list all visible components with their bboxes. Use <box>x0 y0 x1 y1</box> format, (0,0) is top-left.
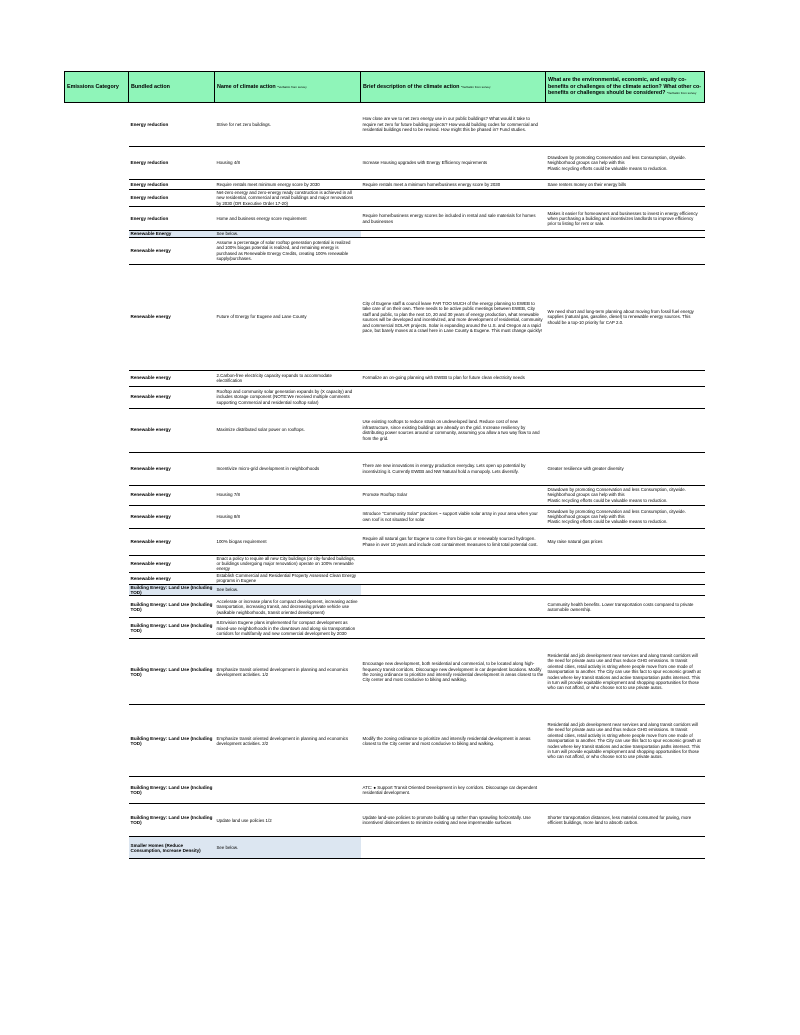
bundled-action-cell[interactable]: Smaller Homes (Reduce Consumption, Increase Density) <box>129 837 215 859</box>
category-cell[interactable] <box>65 572 129 584</box>
table-row <box>65 596 705 618</box>
table-row <box>65 452 705 485</box>
table-row <box>65 386 705 408</box>
category-cell[interactable] <box>65 505 129 528</box>
cobenefits-cell[interactable]: We need short and long-term planning about moving from fossil fuel energy supplies (natural gas, gasoline, diesel) to renewable energy sources. This should be a top-10 priority for CAP 2.0. <box>546 264 705 370</box>
category-cell[interactable] <box>65 408 129 452</box>
table-row <box>65 485 705 505</box>
cobenefits-cell[interactable]: Residential and job development near services and along transit corridors will the need for private auto use and thus reduce GHG emissions. In transit oriented cities, retail activity is string where people move from one mode of transportation to another. The City can use this fact to spur economic growth at nodes where key transit stations and active transportation paths intersect. This in turn will provide equitable employment and shopping opportunities for those who can not afford, or who choose not to use private autos. <box>546 639 705 705</box>
description-cell[interactable]: Update land-use policies to promote building up rather than sprawling horizontally. Use incentives/ disincentives to minimize existing and new impermeable surfaces <box>361 804 546 837</box>
category-cell[interactable] <box>65 777 129 804</box>
cobenefits-cell[interactable]: Makes it easier for homeowners and businesses to invest in energy efficiency when purchasing a building and incentivizes landlords to improve efficiency prior to listing for rent or sale. <box>546 207 705 231</box>
cobenefits-cell[interactable]: Shorter transportation distances, less material consumed for paving, more efficient buildings, more land to absorb carbon. <box>546 804 705 837</box>
action-name-cell[interactable]: Establish Commercial and Residential Property Assessed Clean Energy programs in Eugene <box>215 572 361 584</box>
cobenefits-cell[interactable]: Greater resilience with greater diversity <box>546 452 705 485</box>
action-name-cell[interactable]: Housing 4/8 <box>215 147 361 180</box>
table-row <box>65 837 705 859</box>
category-cell[interactable] <box>65 528 129 555</box>
table-row <box>65 705 705 777</box>
description-cell[interactable]: Increase Housing upgrades with Energy Efficiency requirements <box>361 147 546 180</box>
action-name-cell[interactable]: Require rentals meet minimum energy score by 2030 <box>215 180 361 190</box>
table-row <box>65 207 705 231</box>
description-cell[interactable]: There are new innovations in energy production everyday. Lets open up potential by incentivizing it. Currently EWEB and NW Natural hold a monopoly. Lets diversify. <box>361 452 546 485</box>
description-cell[interactable]: Introduce "Community Solar" practices ~ support viable solar array in your area when your own roof is not situated for solar <box>361 505 546 528</box>
description-cell[interactable] <box>361 555 546 572</box>
bundled-action-cell[interactable]: Building Energy: Land Use (Including TOD) <box>129 618 215 639</box>
action-name-cell[interactable]: Strive for net zero buildings. <box>215 103 361 147</box>
table-row <box>65 555 705 572</box>
action-name-cell[interactable]: See below. <box>215 584 361 596</box>
bundled-action-cell[interactable]: Building Energy: Land Use (Including TOD) <box>129 584 215 596</box>
table-row <box>65 584 705 596</box>
category-cell[interactable] <box>65 190 129 207</box>
action-name-cell[interactable]: Net-zero energy and zero-energy ready construction is achieved in all new residential, commercial and retail buildings and major renovations by 2030 (OR Executive Order 17-20) <box>215 190 361 207</box>
bundled-action-cell[interactable]: Renewable energy <box>129 408 215 452</box>
action-name-cell[interactable]: 2.Carbon-free electricity capacity expands to accommodate electrification <box>215 370 361 386</box>
category-cell[interactable] <box>65 237 129 264</box>
category-cell[interactable] <box>65 584 129 596</box>
description-cell[interactable] <box>361 596 546 618</box>
description-cell[interactable]: Require all natural gas for Eugene to come from bio-gas or renewably sourced hydrogen. Phase in over 10 years and include cost containment measures to limit total potential cost. <box>361 528 546 555</box>
description-cell[interactable]: Require rentals meet a minimum home/business energy score by 2030 <box>361 180 546 190</box>
action-name-cell[interactable]: See below. <box>215 231 361 237</box>
category-cell[interactable] <box>65 147 129 180</box>
cobenefits-cell[interactable] <box>546 555 705 572</box>
bundled-action-cell[interactable]: Renewable energy <box>129 485 215 505</box>
table-row <box>65 528 705 555</box>
description-cell[interactable]: Require home/business energy scores be included in rental and sale materials for homes and businesses <box>361 207 546 231</box>
category-cell[interactable] <box>65 804 129 837</box>
header-cobenefits-note: *Verbatim from survey <box>666 91 697 96</box>
header-emissions-category[interactable]: Emissions Category <box>65 72 129 103</box>
header-name[interactable]: Name of climate action *Verbatim from survey <box>215 72 361 103</box>
bundled-action-cell[interactable]: Energy reduction <box>129 103 215 147</box>
description-cell[interactable] <box>361 237 546 264</box>
cobenefits-cell[interactable]: May raise natural gas prices <box>546 528 705 555</box>
cobenefits-cell[interactable] <box>546 777 705 804</box>
category-cell[interactable] <box>65 452 129 485</box>
bundled-action-cell[interactable]: Renewable energy <box>129 237 215 264</box>
description-cell[interactable]: Modify the zoning ordinance to prioritize and intensify residential development in areas closest to the City center and most conducive to biking and walking. <box>361 705 546 777</box>
table-row <box>65 408 705 452</box>
cobenefits-cell[interactable]: Save renters money on their energy bills <box>546 180 705 190</box>
action-name-cell[interactable]: Assume a percentage of solar rooftop generation potential is realized and 100% biogas potential is realized, and remaining energy is purchased as Renewable Energy Credits, creating 100% renewable supply/purchases. <box>215 237 361 264</box>
bundled-action-cell[interactable]: Renewable energy <box>129 505 215 528</box>
cobenefits-cell[interactable]: Residential and job development near services and along transit corridors will the need for private auto use and thus reduce GHG emissions. In transit oriented cities, retail activity is string where people move from one mode of transportation to another. The City can use this fact to spur economic growth at nodes where key transit stations and active transportation paths intersect. This in turn will provide equitable employment and shopping opportunities for those who can not afford, or who choose not to use private autos. <box>546 705 705 777</box>
bundled-action-cell[interactable]: Renewable energy <box>129 370 215 386</box>
description-cell[interactable] <box>361 572 546 584</box>
description-cell[interactable]: Formalize an on-going planning with EWEB to plan for future clean electricity needs <box>361 370 546 386</box>
bundled-action-cell[interactable]: Renewable energy <box>129 528 215 555</box>
bundled-action-cell[interactable]: Building Energy: Land Use (Including TOD) <box>129 639 215 705</box>
category-cell[interactable] <box>65 207 129 231</box>
action-name-cell[interactable]: Enact a policy to require all new City buildings (or city-funded buildings, or buildings undergoing major renovation) operate on 100% renewable energy <box>215 555 361 572</box>
table-row <box>65 505 705 528</box>
climate-actions-table <box>64 71 705 859</box>
action-name-cell[interactable] <box>215 777 361 804</box>
category-cell[interactable] <box>65 618 129 639</box>
cobenefits-cell[interactable] <box>546 584 705 596</box>
category-cell[interactable] <box>65 596 129 618</box>
description-cell[interactable] <box>361 386 546 408</box>
header-name-note: *Verbatim from survey <box>277 84 307 89</box>
cobenefits-cell[interactable] <box>546 837 705 859</box>
cobenefits-cell[interactable] <box>546 237 705 264</box>
action-name-cell[interactable]: Future of Energy for Eugene and Lane County <box>215 264 361 370</box>
description-cell[interactable]: Encourage new development, both residential and commercial, to be located along high-frequency transit corridors. Discourage new development in car dependent locations. Modify the zoning ordinance to prioritize and intensify residential development in areas closest to the City center and most conducive to biking and walking. <box>361 639 546 705</box>
action-name-cell[interactable]: Emphasize transit oriented development in planning and economics development activities. 2/2 <box>215 705 361 777</box>
category-cell[interactable] <box>65 103 129 147</box>
table-row <box>65 180 705 190</box>
cobenefits-cell[interactable] <box>546 190 705 207</box>
action-name-cell[interactable]: Maximize distributed solar power on rooftops. <box>215 408 361 452</box>
cobenefits-cell[interactable]: Community health benefits. Lower transportation costs compared to private automobile ownership. <box>546 596 705 618</box>
table-row <box>65 777 705 804</box>
category-cell[interactable] <box>65 485 129 505</box>
description-cell[interactable] <box>361 584 546 596</box>
cobenefits-cell[interactable] <box>546 572 705 584</box>
action-name-cell[interactable]: Housing 7/8 <box>215 485 361 505</box>
action-name-cell[interactable]: Home and business energy score requirement <box>215 207 361 231</box>
description-cell[interactable]: Promote Rooftop Solar <box>361 485 546 505</box>
table-row <box>65 190 705 207</box>
header-cobenefits[interactable]: What are the environmental, economic, and equity co-benefits or challenges of the climate action? What other co-benefits or challenges should be considered? *Verbatim from survey <box>546 72 705 103</box>
bundled-action-cell[interactable]: Building Energy: Land Use (Including TOD) <box>129 705 215 777</box>
description-cell[interactable]: Use existing rooftops to reduce strain on undeveloped land. Reduce cost of new infrastructure, since existing buildings are already on the grid. Increase resiliency by distributing power sources around ur community, assuming you allow a two way flow to and from the grid. <box>361 408 546 452</box>
table-row <box>65 370 705 386</box>
table-row <box>65 237 705 264</box>
bundled-action-cell[interactable]: Building Energy: Land Use (Including TOD) <box>129 777 215 804</box>
table-row <box>65 639 705 705</box>
description-cell[interactable]: ATC: ● Support Transit Oriented Development in key corridors. Discourage car dependent residential development. <box>361 777 546 804</box>
bundled-action-cell[interactable]: Energy reduction <box>129 180 215 190</box>
bundled-action-cell[interactable]: Renewable energy <box>129 572 215 584</box>
bundled-action-cell[interactable]: Renewable energy <box>129 555 215 572</box>
category-cell[interactable] <box>65 837 129 859</box>
cobenefits-cell[interactable] <box>546 370 705 386</box>
header-row <box>65 72 705 103</box>
category-cell[interactable] <box>65 180 129 190</box>
bundled-action-cell[interactable]: Energy reduction <box>129 147 215 180</box>
table-row <box>65 103 705 147</box>
description-cell[interactable] <box>361 837 546 859</box>
bundled-action-cell[interactable]: Renewable energy <box>129 386 215 408</box>
cobenefits-cell[interactable] <box>546 103 705 147</box>
action-name-cell[interactable]: Accelerate or increase plans for compact development, increasing active transportation, increasing transit, and decreasing private vehicle use (walkable neighborhoods, transit oriented development) <box>215 596 361 618</box>
category-cell[interactable] <box>65 264 129 370</box>
bundled-action-cell[interactable]: Renewable Energy <box>129 231 215 237</box>
cobenefits-cell[interactable]: Drawdown by promoting Conservation and less Consumption, citywide. Neighborhood groups can help with this Plastic recycling efforts could be valuable means to reduction. <box>546 147 705 180</box>
table-row <box>65 804 705 837</box>
header-bundled-action[interactable]: Bundled action <box>129 72 215 103</box>
cobenefits-cell[interactable] <box>546 386 705 408</box>
table-row <box>65 147 705 180</box>
header-description-note: *Verbatim from survey <box>460 84 491 89</box>
action-name-cell[interactable]: 8.Envision Eugene plans implemented for compact development as mixed-use neighborhoods in the downtown and along six transportation corridors for multifamily and new commercial development by 2030 <box>215 618 361 639</box>
bundled-action-cell[interactable]: Renewable energy <box>129 264 215 370</box>
action-name-cell[interactable]: Housing 8/8 <box>215 505 361 528</box>
action-name-cell[interactable]: Rooftop and community solar generation expands by (X capacity) and includes storage component (NOTE:We received multiple comments supporting Commercial and residential rooftop solar) <box>215 386 361 408</box>
category-cell[interactable] <box>65 705 129 777</box>
description-cell[interactable] <box>361 190 546 207</box>
bundled-action-cell[interactable]: Energy reduction <box>129 207 215 231</box>
table-row <box>65 264 705 370</box>
cobenefits-cell[interactable]: Drawdown by promoting Conservation and less Consumption, citywide. Neighborhood groups can help with this Plastic recycling efforts could be valuable means to reduction. <box>546 505 705 528</box>
category-cell[interactable] <box>65 370 129 386</box>
action-name-cell[interactable]: See below. <box>215 837 361 859</box>
bundled-action-cell[interactable]: Building Energy: Land Use (Including TOD) <box>129 804 215 837</box>
action-name-cell[interactable]: Incentivize micro-grid development in neighborhoods <box>215 452 361 485</box>
description-cell[interactable]: How close are we to net zero energy use in our public buildings? What would it take to require net zero for future building projects? How would building codes for commercial and residential buildings need to be revised. How might this be phased in? Fund studies. <box>361 103 546 147</box>
action-name-cell[interactable]: 100% biogas requirement <box>215 528 361 555</box>
bundled-action-cell[interactable]: Building Energy: Land Use (Including TOD) <box>129 596 215 618</box>
category-cell[interactable] <box>65 639 129 705</box>
bundled-action-cell[interactable]: Energy reduction <box>129 190 215 207</box>
action-name-cell[interactable]: Update land use policies 1/2 <box>215 804 361 837</box>
category-cell[interactable] <box>65 386 129 408</box>
cobenefits-cell[interactable] <box>546 618 705 639</box>
table-row <box>65 618 705 639</box>
table-row <box>65 572 705 584</box>
bundled-action-cell[interactable]: Renewable energy <box>129 452 215 485</box>
header-description[interactable]: Brief description of the climate action *Verbatim from survey <box>361 72 546 103</box>
description-cell[interactable]: City of Eugene staff & council leave FAR TOO MUCH of the energy planning to EWEB to take care of on their own. There needs to be active public meetings between EWEB, City staff and public, to plan the next 10, 20 and 30 years of energy production, what renewable sources will be developed and incentivized, and more development of residential, community and commercial SOLAR projects. Solar is expanding around the U.S. and Oregon at a rapid pace, but barely moves at a crawl here in Lane County & Eugene. This must change quickly! <box>361 264 546 370</box>
cobenefits-cell[interactable]: Drawdown by promoting Conservation and less Consumption, citywide. Neighborhood groups can help with this Plastic recycling efforts could be valuable means to reduction. <box>546 485 705 505</box>
cobenefits-cell[interactable] <box>546 408 705 452</box>
category-cell[interactable] <box>65 555 129 572</box>
description-cell[interactable] <box>361 618 546 639</box>
action-name-cell[interactable]: Emphasize transit oriented development in planning and economics development activities. 1/2 <box>215 639 361 705</box>
